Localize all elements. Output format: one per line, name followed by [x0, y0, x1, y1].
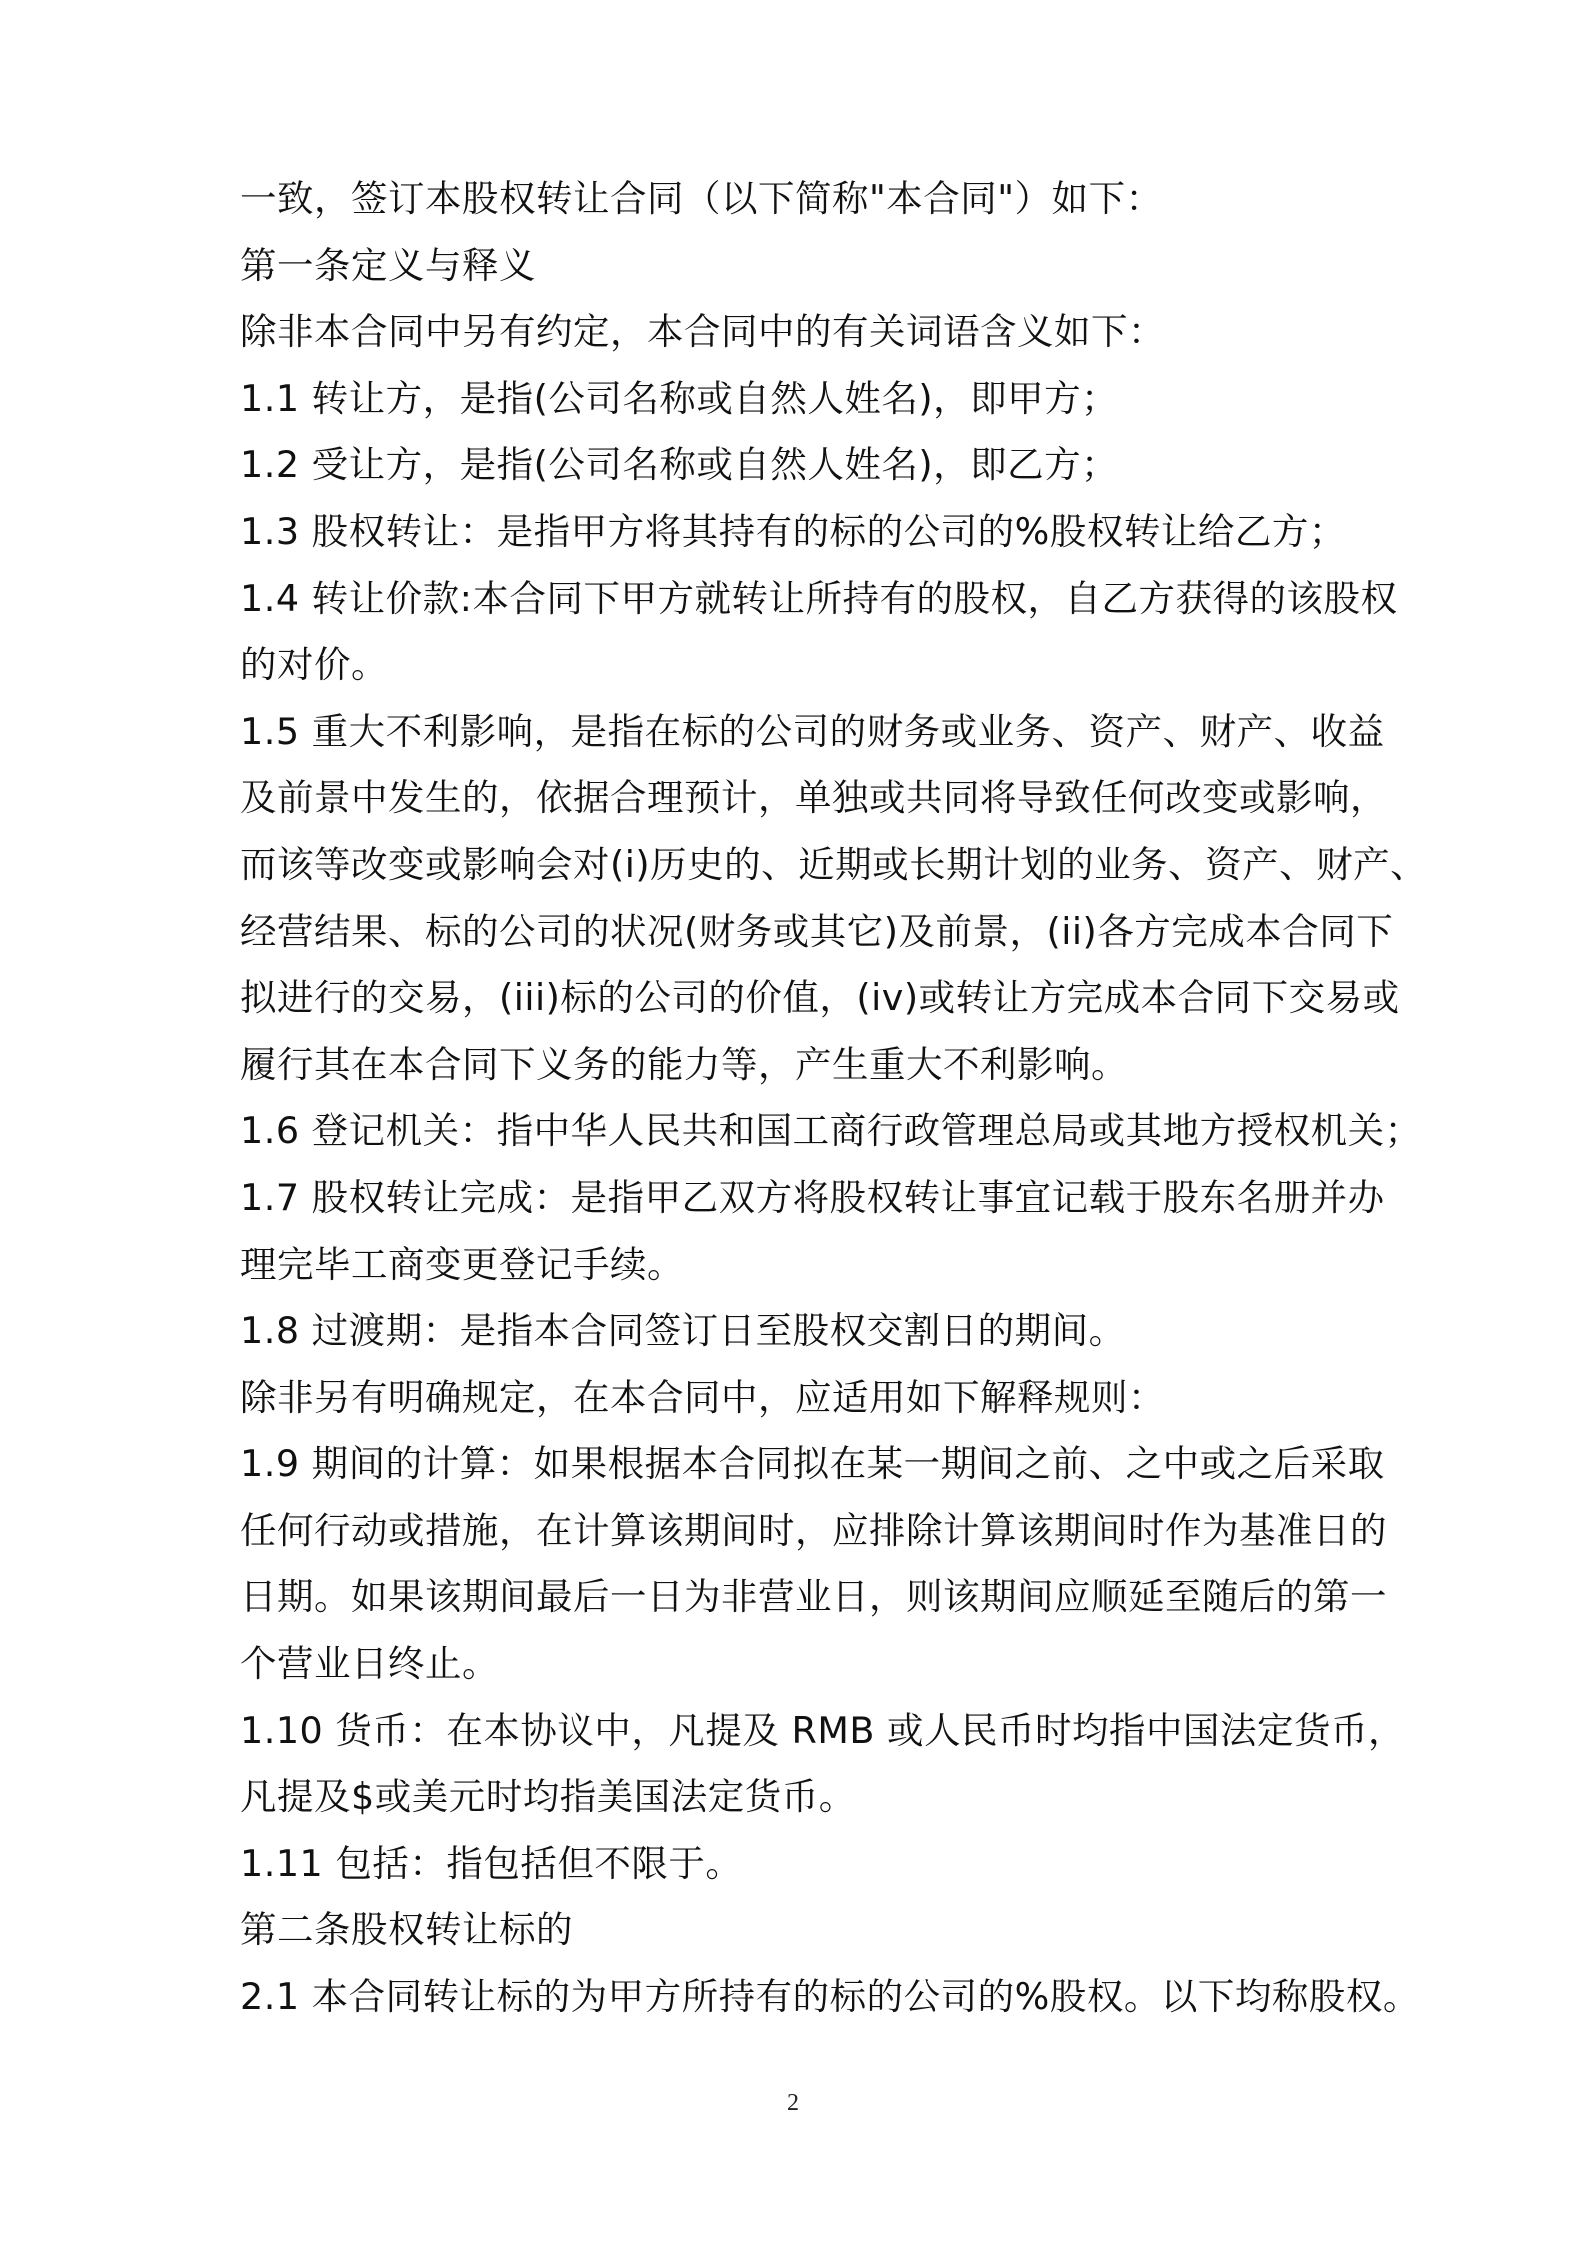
page-number: 2	[787, 2090, 799, 2116]
text-line: 凡提及$或美元时均指美国法定货币。	[240, 1775, 856, 1819]
clause-line: 1.6 登记机关：指中华人民共和国工商行政管理总局或其地方授权机关；	[240, 1109, 1422, 1153]
clause-line: 1.3 股权转让：是指甲方将其持有的标的公司的%股权转让给乙方；	[240, 509, 1346, 553]
clause-line: 1.1 转让方，是指(公司名称或自然人姓名)，即甲方；	[240, 376, 1119, 420]
text-line: 任何行动或措施，在计算该期间时，应排除计算该期间时作为基准日的	[240, 1508, 1387, 1552]
clause-line: 1.11 包括：指包括但不限于。	[240, 1841, 743, 1885]
article-heading: 第二条股权转让标的	[240, 1908, 573, 1952]
text-line: 履行其在本合同下义务的能力等，产生重大不利影响。	[240, 1042, 1128, 1086]
text-line: 拟进行的交易，(iii)标的公司的价值，(iv)或转让方完成本合同下交易或	[240, 976, 1400, 1020]
clause-line: 2.1 本合同转让标的为甲方所持有的标的公司的%股权。以下均称股权。	[240, 1975, 1420, 2019]
clause-line: 1.2 受让方，是指(公司名称或自然人姓名)，即乙方；	[240, 443, 1119, 487]
clause-line: 1.10 货币：在本协议中，凡提及 RMB 或人民币时均指中国法定货币，	[240, 1708, 1405, 1752]
text-line: 除非另有明确规定，在本合同中，应适用如下解释规则：	[240, 1375, 1165, 1419]
clause-line: 1.7 股权转让完成：是指甲乙双方将股权转让事宜记载于股东名册并办	[240, 1175, 1385, 1219]
text-line: 及前景中发生的，依据合理预计，单独或共同将导致任何改变或影响，	[240, 776, 1387, 820]
text-line: 除非本合同中另有约定，本合同中的有关词语含义如下：	[240, 310, 1165, 354]
clause-line: 1.9 期间的计算：如果根据本合同拟在某一期间之前、之中或之后采取	[240, 1442, 1385, 1486]
article-heading: 第一条定义与释义	[240, 243, 536, 287]
text-line: 而该等改变或影响会对(i)历史的、近期或长期计划的业务、资产、财产、	[240, 842, 1428, 886]
text-line: 日期。如果该期间最后一日为非营业日，则该期间应顺延至随后的第一	[240, 1575, 1387, 1619]
text-line: 个营业日终止。	[240, 1642, 499, 1686]
clause-line: 1.4 转让价款:本合同下甲方就转让所持有的股权，自乙方获得的该股权	[240, 576, 1398, 620]
text-line: 理完毕工商变更登记手续。	[240, 1242, 684, 1286]
text-line: 经营结果、标的公司的状况(财务或其它)及前景，(ii)各方完成本合同下	[240, 909, 1394, 953]
text-line: 一致，签订本股权转让合同（以下简称"本合同"）如下：	[240, 177, 1163, 220]
document-body	[240, 166, 1428, 2031]
clause-line: 1.8 过渡期：是指本合同签订日至股权交割日的期间。	[240, 1309, 1126, 1353]
text-line: 的对价。	[240, 643, 388, 687]
clause-line: 1.5 重大不利影响，是指在标的公司的财务或业务、资产、财产、收益	[240, 709, 1385, 753]
